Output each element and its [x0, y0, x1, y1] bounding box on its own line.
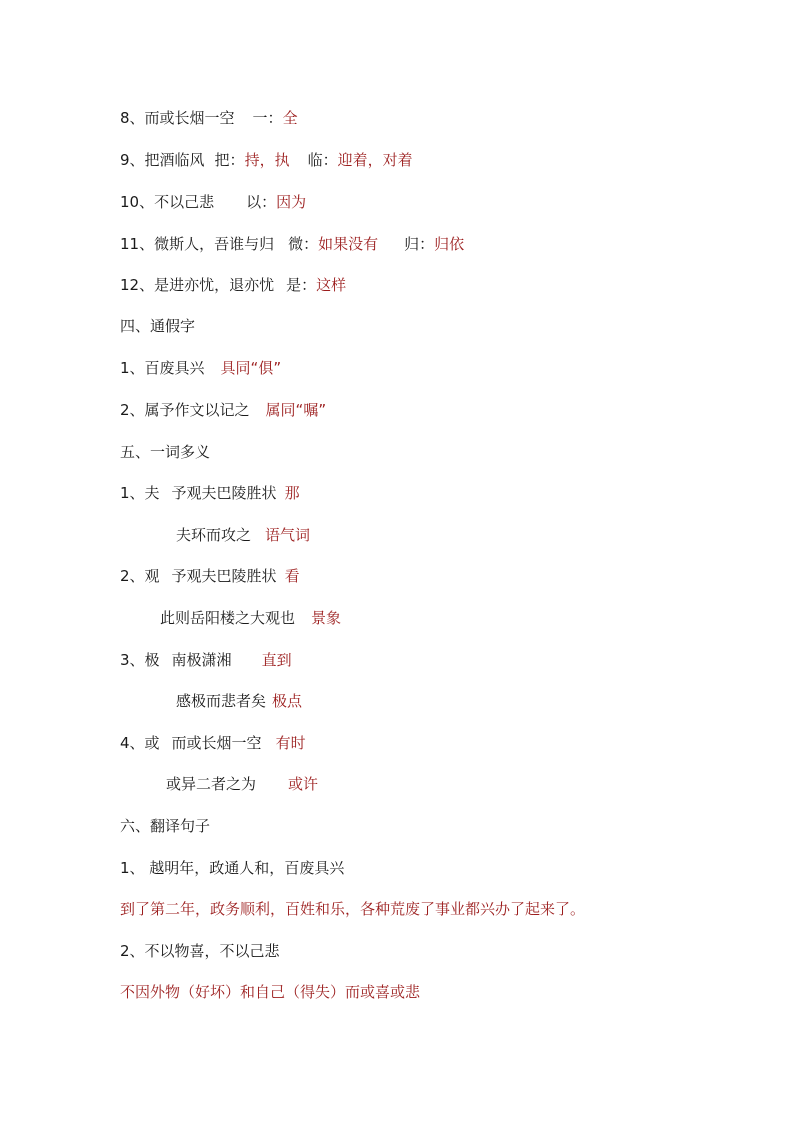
- translation-2-answer: 不因外物（好坏）和自己（得失）而或喜或悲: [120, 983, 421, 1001]
- polysemy-1-sentence-2: 夫环而攻之: [176, 526, 252, 544]
- translation-1-answer: 到了第二年，政务顺利，百姓和乐，各种荒废了事业都兴办了起来了。: [120, 900, 586, 918]
- tongjia-item-1: [120, 358, 281, 378]
- item-9-answer-2: 迎着，对着: [337, 151, 413, 169]
- tongjia-item-1-answer: 具同“俱”: [220, 359, 282, 377]
- polysemy-4-head: 4、或: [120, 734, 160, 752]
- item-8-answer: 全: [282, 109, 298, 127]
- item-11-key-1: 微：: [288, 235, 319, 253]
- translation-2-question: 2、不以物喜，不以己悲: [120, 942, 280, 960]
- item-11-answer-2: 归依: [434, 235, 465, 253]
- item-11: [120, 234, 464, 254]
- item-9-key-2: 临：: [307, 151, 338, 169]
- polysemy-1-line-1: [120, 483, 300, 503]
- polysemy-4-line-1: [120, 733, 306, 753]
- tongjia-item-1-text: 1、百废具兴: [120, 359, 205, 377]
- translation-1-question: 1、 越明年，政通人和，百废具兴: [120, 859, 345, 877]
- item-9-key-1: 把：: [214, 151, 245, 169]
- polysemy-3-sentence-2: 感极而悲者矣: [176, 692, 267, 710]
- polysemy-3-answer-1: 直到: [261, 651, 292, 669]
- polysemy-2-head: 2、观: [120, 567, 160, 585]
- section-5-heading: 五、一词多义: [120, 443, 211, 461]
- item-11-key-2: 归：: [404, 235, 435, 253]
- polysemy-3-head: 3、极: [120, 651, 160, 669]
- polysemy-2-sentence-2: 此则岳阳楼之大观也: [160, 609, 296, 627]
- polysemy-1-answer-1: 那: [284, 484, 300, 502]
- polysemy-4-sentence-2: 或异二者之为: [166, 775, 257, 793]
- polysemy-4-answer-1: 有时: [275, 734, 306, 752]
- item-10-label: 10、不以己悲: [120, 193, 215, 211]
- item-12-key: 是：: [286, 276, 317, 294]
- polysemy-4-answer-2: 或许: [288, 775, 319, 793]
- item-12: [120, 275, 346, 295]
- item-12-answer: 这样: [316, 276, 347, 294]
- tongjia-item-2: [120, 400, 326, 420]
- item-9: [120, 150, 413, 170]
- polysemy-3-line-1: [120, 650, 292, 670]
- tongjia-item-2-answer: 属同“嘱”: [265, 401, 327, 419]
- tongjia-item-2-text: 2、属予作文以记之: [120, 401, 250, 419]
- item-8-key: 一：: [252, 109, 283, 127]
- polysemy-2-line-2: [160, 608, 341, 628]
- item-11-label: 11、微斯人，吾谁与归: [120, 235, 275, 253]
- polysemy-2-answer-2: 景象: [311, 609, 342, 627]
- polysemy-1-line-2: [176, 525, 310, 545]
- item-10: [120, 192, 306, 212]
- polysemy-1-answer-2: 语气词: [265, 526, 311, 544]
- item-8-label: 8、而或长烟一空: [120, 109, 235, 127]
- polysemy-1-sentence-1: 予观夫巴陵胜状: [171, 484, 277, 502]
- polysemy-1-head: 1、夫: [120, 484, 160, 502]
- item-9-label: 9、把酒临风: [120, 151, 205, 169]
- polysemy-3-line-2: [176, 691, 302, 711]
- section-6-heading: 六、翻译句子: [120, 817, 211, 835]
- polysemy-3-answer-2: 极点: [272, 692, 303, 710]
- item-10-answer: 因为: [276, 193, 307, 211]
- polysemy-3-sentence-1: 南极潇湘: [171, 651, 232, 669]
- polysemy-2-line-1: [120, 566, 300, 586]
- item-8: [120, 108, 298, 128]
- polysemy-4-line-2: [166, 774, 318, 794]
- item-11-answer-1: 如果没有: [318, 235, 379, 253]
- item-12-label: 12、是进亦忧，退亦忧: [120, 276, 275, 294]
- polysemy-2-answer-1: 看: [284, 567, 300, 585]
- section-4-heading: 四、通假字: [120, 317, 196, 335]
- item-9-answer-1: 持，执: [244, 151, 290, 169]
- polysemy-2-sentence-1: 予观夫巴陵胜状: [171, 567, 277, 585]
- item-10-key: 以：: [246, 193, 277, 211]
- polysemy-4-sentence-1: 而或长烟一空: [171, 734, 262, 752]
